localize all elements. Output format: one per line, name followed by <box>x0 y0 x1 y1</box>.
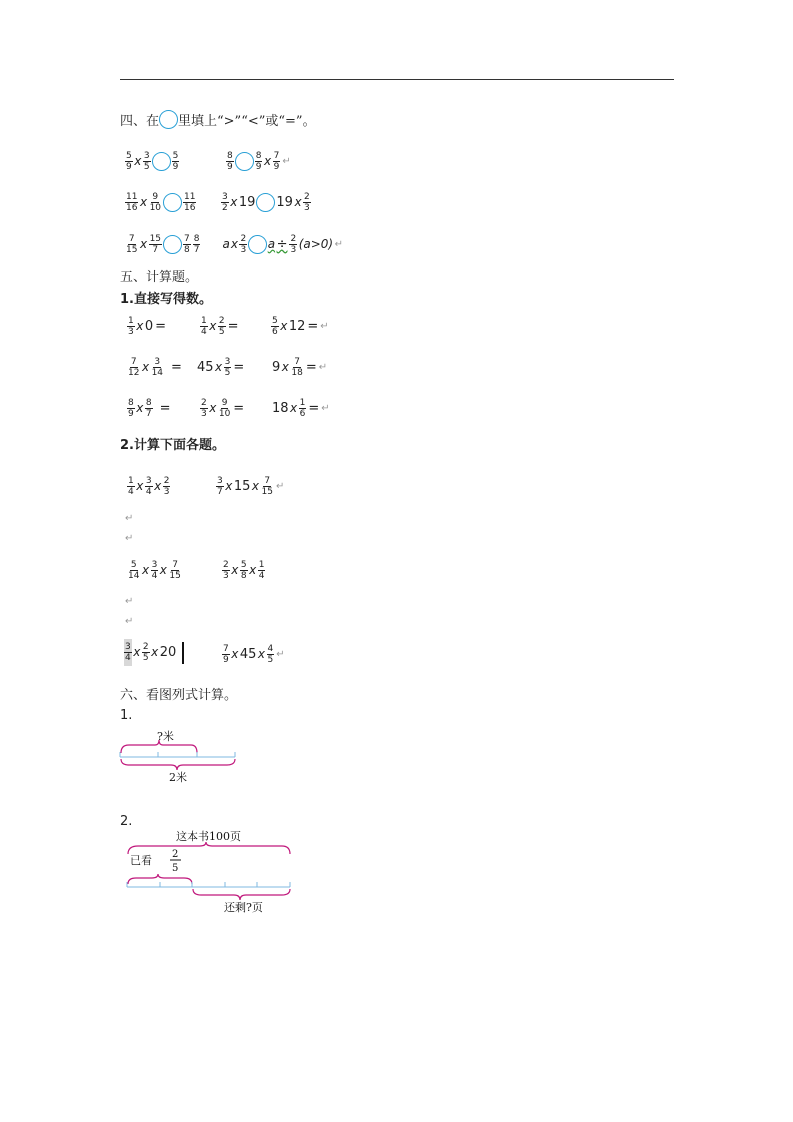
fraction <box>127 560 140 581</box>
numerator: 11 <box>184 191 196 202</box>
return-mark-icon: ↵ <box>125 616 134 627</box>
section4-title-post: 里填上“>”“<”或“=”。 <box>178 114 316 129</box>
return-mark-icon: ↵ <box>275 480 285 492</box>
calc-3-b <box>221 640 285 668</box>
denominator: 6 <box>272 326 278 337</box>
section5-sub1: 1.直接写得数。 <box>120 292 212 307</box>
math-symbol: x <box>231 647 239 661</box>
direct-2-3 <box>271 353 327 381</box>
fraction <box>143 151 151 172</box>
numerator: 3 <box>154 356 161 367</box>
numerator: 3 <box>224 356 231 367</box>
math-symbol: x <box>159 563 167 577</box>
numerator: 7 <box>294 356 300 367</box>
denominator: 4 <box>151 570 158 581</box>
math-symbol: x <box>151 645 159 659</box>
denominator: 10 <box>149 202 162 213</box>
denominator: 5 <box>267 654 274 665</box>
return-mark-icon: ↵ <box>125 596 134 607</box>
denominator: 10 <box>218 408 231 419</box>
return-mark-icon: ↵ <box>276 648 285 660</box>
problem2-top-label: 这本书100页 <box>176 830 241 843</box>
calc-2-a <box>126 556 183 584</box>
fraction <box>163 476 171 497</box>
fraction <box>239 234 247 255</box>
numerator: 7 <box>223 643 229 654</box>
fraction <box>216 476 224 497</box>
numerator: 8 <box>227 150 233 161</box>
denominator: 9 <box>128 408 134 419</box>
numerator: 15 <box>149 233 162 244</box>
denominator: 3 <box>201 408 207 419</box>
problem1-number: 1. <box>120 708 133 723</box>
fraction <box>222 560 230 581</box>
numerator: 3 <box>145 475 152 486</box>
math-symbol: x <box>263 154 272 168</box>
math-symbol: ÷ <box>276 236 288 252</box>
section6-title: 六、看图列式计算。 <box>120 688 238 703</box>
fraction <box>142 642 150 663</box>
fraction <box>261 476 274 497</box>
denominator: 15 <box>126 244 138 255</box>
denominator: 9 <box>126 161 132 172</box>
denominator: 7 <box>152 244 159 255</box>
numerator: 2 <box>290 233 297 244</box>
problem2-left-label: 还剩?页 <box>224 901 263 914</box>
denominator: 3 <box>290 244 297 255</box>
compare-4-1-a <box>124 147 180 175</box>
fraction <box>168 560 181 581</box>
denominator: 9 <box>255 161 262 172</box>
fraction <box>127 476 135 497</box>
direct-1-3 <box>270 312 329 340</box>
fraction <box>183 192 196 213</box>
return-mark-icon: ↵ <box>125 533 134 544</box>
header-rule <box>120 79 674 80</box>
denominator: 7 <box>145 408 152 419</box>
math-symbol: x <box>290 401 298 415</box>
numerator: 5 <box>172 150 179 161</box>
return-mark-icon: ↵ <box>321 402 330 414</box>
math-symbol: x <box>249 563 257 577</box>
math-symbol: x <box>141 563 150 577</box>
math-symbol: = <box>155 318 167 334</box>
denominator: 15 <box>169 570 181 581</box>
fraction <box>125 151 133 172</box>
denominator: 12 <box>128 367 140 378</box>
denominator: 3 <box>304 202 310 213</box>
numerator: 8 <box>193 233 200 244</box>
fraction <box>151 357 164 378</box>
math-symbol: = <box>159 400 171 416</box>
direct-3-3 <box>271 394 330 422</box>
fraction <box>125 234 138 255</box>
fraction <box>193 234 201 255</box>
math-symbol: = <box>227 318 239 334</box>
numerator: 2 <box>218 315 225 326</box>
math-symbol: x <box>257 647 265 661</box>
math-symbol: x <box>154 479 162 493</box>
denominator: 18 <box>291 367 303 378</box>
math-symbol: = <box>307 318 319 334</box>
numerator: 8 <box>255 150 262 161</box>
denominator: 2 <box>222 202 228 213</box>
numerator: 9 <box>152 191 159 202</box>
numerator: 7 <box>273 150 280 161</box>
problem1-bottom-label: 2米 <box>169 771 187 784</box>
fraction <box>267 644 275 665</box>
math-symbol: x <box>230 237 238 251</box>
fraction <box>240 560 248 581</box>
math-symbol: 19 <box>276 194 293 210</box>
problem1-top-label: ?米 <box>157 730 174 743</box>
math-symbol: a <box>222 237 230 251</box>
denominator: 15 <box>261 486 273 497</box>
return-mark-icon: ↵ <box>334 238 343 250</box>
fraction <box>226 151 234 172</box>
direct-2-1 <box>126 353 183 381</box>
math-symbol: = <box>308 400 320 416</box>
math-symbol: = <box>233 400 245 416</box>
numerator: 3 <box>151 559 158 570</box>
math-symbol: x <box>136 319 144 333</box>
denominator: 16 <box>184 202 196 213</box>
fraction <box>224 357 232 378</box>
calc-1-a <box>126 472 171 500</box>
fraction <box>145 398 153 419</box>
math-symbol: x <box>225 479 233 493</box>
denominator: 3 <box>163 486 170 497</box>
numerator: 8 <box>128 397 134 408</box>
math-symbol: x <box>209 401 217 415</box>
brace-top <box>121 740 197 753</box>
denominator: 8 <box>240 570 247 581</box>
calc-1-b <box>215 472 284 500</box>
numerator: 4 <box>267 643 274 654</box>
math-symbol: = <box>233 359 245 375</box>
numerator: 5 <box>126 150 132 161</box>
numerator: 1 <box>299 397 306 408</box>
direct-1-1 <box>126 312 167 340</box>
fraction <box>258 560 266 581</box>
denominator: 3 <box>128 326 134 337</box>
problem2-number: 2. <box>120 814 133 829</box>
svg-text:5: 5 <box>172 863 179 874</box>
math-symbol: x <box>136 401 144 415</box>
fraction <box>125 192 138 213</box>
denominator: 9 <box>227 161 233 172</box>
numerator: 1 <box>128 315 134 326</box>
denominator: 4 <box>201 326 207 337</box>
fraction <box>303 192 311 213</box>
math-symbol: 20 <box>159 644 177 660</box>
math-symbol: 45 <box>239 646 257 662</box>
blank-circle-icon <box>159 110 178 129</box>
math-symbol: x <box>139 237 148 251</box>
denominator: 4 <box>145 486 152 497</box>
math-symbol: x <box>251 479 259 493</box>
numerator: 2 <box>142 641 149 652</box>
math-symbol: x <box>141 360 150 374</box>
calc-2-b <box>221 556 266 584</box>
math-symbol: 19 <box>238 194 256 210</box>
fraction <box>149 234 162 255</box>
answer-circle[interactable] <box>163 235 182 254</box>
fraction <box>127 398 135 419</box>
numerator: 7 <box>128 233 135 244</box>
math-symbol: = <box>171 359 182 375</box>
numerator: 7 <box>184 233 190 244</box>
denominator: 3 <box>223 570 229 581</box>
numerator: 5 <box>240 559 247 570</box>
answer-circle[interactable] <box>163 193 182 212</box>
problem2-read-label: 已看 <box>130 854 152 867</box>
math-symbol: x <box>209 319 217 333</box>
text-cursor <box>182 642 184 664</box>
return-mark-icon: ↵ <box>318 361 328 373</box>
fraction <box>172 151 180 172</box>
compare-4-2-b <box>220 188 312 216</box>
numerator: 5 <box>272 315 278 326</box>
numerator: 2 <box>163 475 170 486</box>
denominator: 6 <box>299 408 306 419</box>
direct-3-2 <box>199 394 245 422</box>
numerator: 2 <box>223 559 229 570</box>
compare-4-3-a <box>124 230 201 258</box>
numerator: 9 <box>221 397 228 408</box>
numerator: 2 <box>240 233 247 244</box>
denominator: 9 <box>172 161 179 172</box>
compare-4-2-a <box>124 188 197 216</box>
math-symbol: 12 <box>288 318 306 334</box>
denominator: 16 <box>126 202 138 213</box>
fraction <box>299 398 307 419</box>
math-symbol: 9 <box>272 359 281 375</box>
fraction <box>271 316 279 337</box>
math-symbol: (a>0) <box>298 237 334 251</box>
compare-4-3-b <box>222 230 343 258</box>
problem1-diagram <box>115 725 245 785</box>
fraction <box>222 644 230 665</box>
brace-left <box>193 889 290 900</box>
fraction <box>218 398 231 419</box>
numerator: 7 <box>130 356 137 367</box>
fraction <box>124 639 132 666</box>
math-symbol: x <box>134 154 142 168</box>
denominator: 4 <box>128 486 134 497</box>
math-symbol: x <box>136 479 144 493</box>
denominator: 5 <box>143 161 150 172</box>
compare-4-1-b <box>225 147 291 175</box>
fraction <box>273 151 281 172</box>
section5-sub2: 2.计算下面各题。 <box>120 438 225 453</box>
fraction <box>221 192 229 213</box>
direct-1-2 <box>199 312 239 340</box>
denominator: 3 <box>240 244 247 255</box>
answer-circle[interactable] <box>152 152 171 171</box>
denominator: 9 <box>273 161 280 172</box>
math-symbol: = <box>305 359 317 375</box>
fraction <box>218 316 226 337</box>
fraction <box>200 398 208 419</box>
fraction <box>127 316 135 337</box>
fraction <box>200 316 208 337</box>
svg-text:2: 2 <box>172 849 179 860</box>
math-symbol: x <box>215 360 223 374</box>
return-mark-icon: ↵ <box>282 155 291 167</box>
section4-title-pre: 四、在 <box>120 114 160 129</box>
denominator: 9 <box>223 654 229 665</box>
numerator: 2 <box>201 397 207 408</box>
numerator: 7 <box>172 559 178 570</box>
denominator: 4 <box>125 652 131 663</box>
denominator: 14 <box>151 367 164 378</box>
math-symbol: x <box>294 195 302 209</box>
problem2-diagram <box>122 826 297 916</box>
fraction <box>289 234 297 255</box>
math-symbol: x <box>133 645 141 659</box>
direct-3-1 <box>126 394 171 422</box>
numerator: 1 <box>258 559 265 570</box>
denominator: 5 <box>142 652 149 663</box>
fraction <box>145 476 153 497</box>
math-symbol: 18 <box>272 400 289 416</box>
fraction <box>290 357 303 378</box>
denominator: 5 <box>224 367 231 378</box>
math-symbol: 15 <box>233 478 251 494</box>
answer-circle[interactable] <box>256 193 275 212</box>
fraction <box>183 234 191 255</box>
math-symbol: x <box>281 360 289 374</box>
numerator: 3 <box>222 191 228 202</box>
fraction <box>255 151 263 172</box>
answer-circle[interactable] <box>235 152 254 171</box>
numerator: 3 <box>125 641 131 652</box>
numerator: 2 <box>304 191 310 202</box>
math-symbol: x <box>230 195 238 209</box>
section4-title <box>120 110 316 129</box>
calc-3-a <box>123 632 177 672</box>
math-symbol: a <box>267 237 276 251</box>
math-symbol: 0 <box>144 318 154 334</box>
section5-title: 五、计算题。 <box>120 270 199 285</box>
denominator: 14 <box>128 570 140 581</box>
numerator: 7 <box>264 475 271 486</box>
math-symbol: x <box>139 195 148 209</box>
answer-circle[interactable] <box>248 235 267 254</box>
fraction <box>149 192 162 213</box>
numerator: 1 <box>128 475 134 486</box>
direct-2-2 <box>196 353 245 381</box>
numerator: 1 <box>201 315 207 326</box>
numerator: 8 <box>145 397 152 408</box>
math-symbol: 45 <box>197 359 214 375</box>
denominator: 7 <box>193 244 200 255</box>
return-mark-icon: ↵ <box>125 513 134 524</box>
denominator: 4 <box>258 570 265 581</box>
fraction <box>127 357 140 378</box>
numerator: 11 <box>126 191 138 202</box>
numerator: 3 <box>143 150 150 161</box>
math-symbol: x <box>280 319 288 333</box>
return-mark-icon: ↵ <box>320 320 329 332</box>
brace-top <box>128 842 290 854</box>
denominator: 5 <box>218 326 225 337</box>
brace-bottom <box>121 759 235 770</box>
denominator: 7 <box>217 486 223 497</box>
numerator: 3 <box>217 475 223 486</box>
fraction <box>151 560 159 581</box>
numerator: 5 <box>130 559 137 570</box>
math-symbol: x <box>231 563 239 577</box>
denominator: 8 <box>184 244 190 255</box>
